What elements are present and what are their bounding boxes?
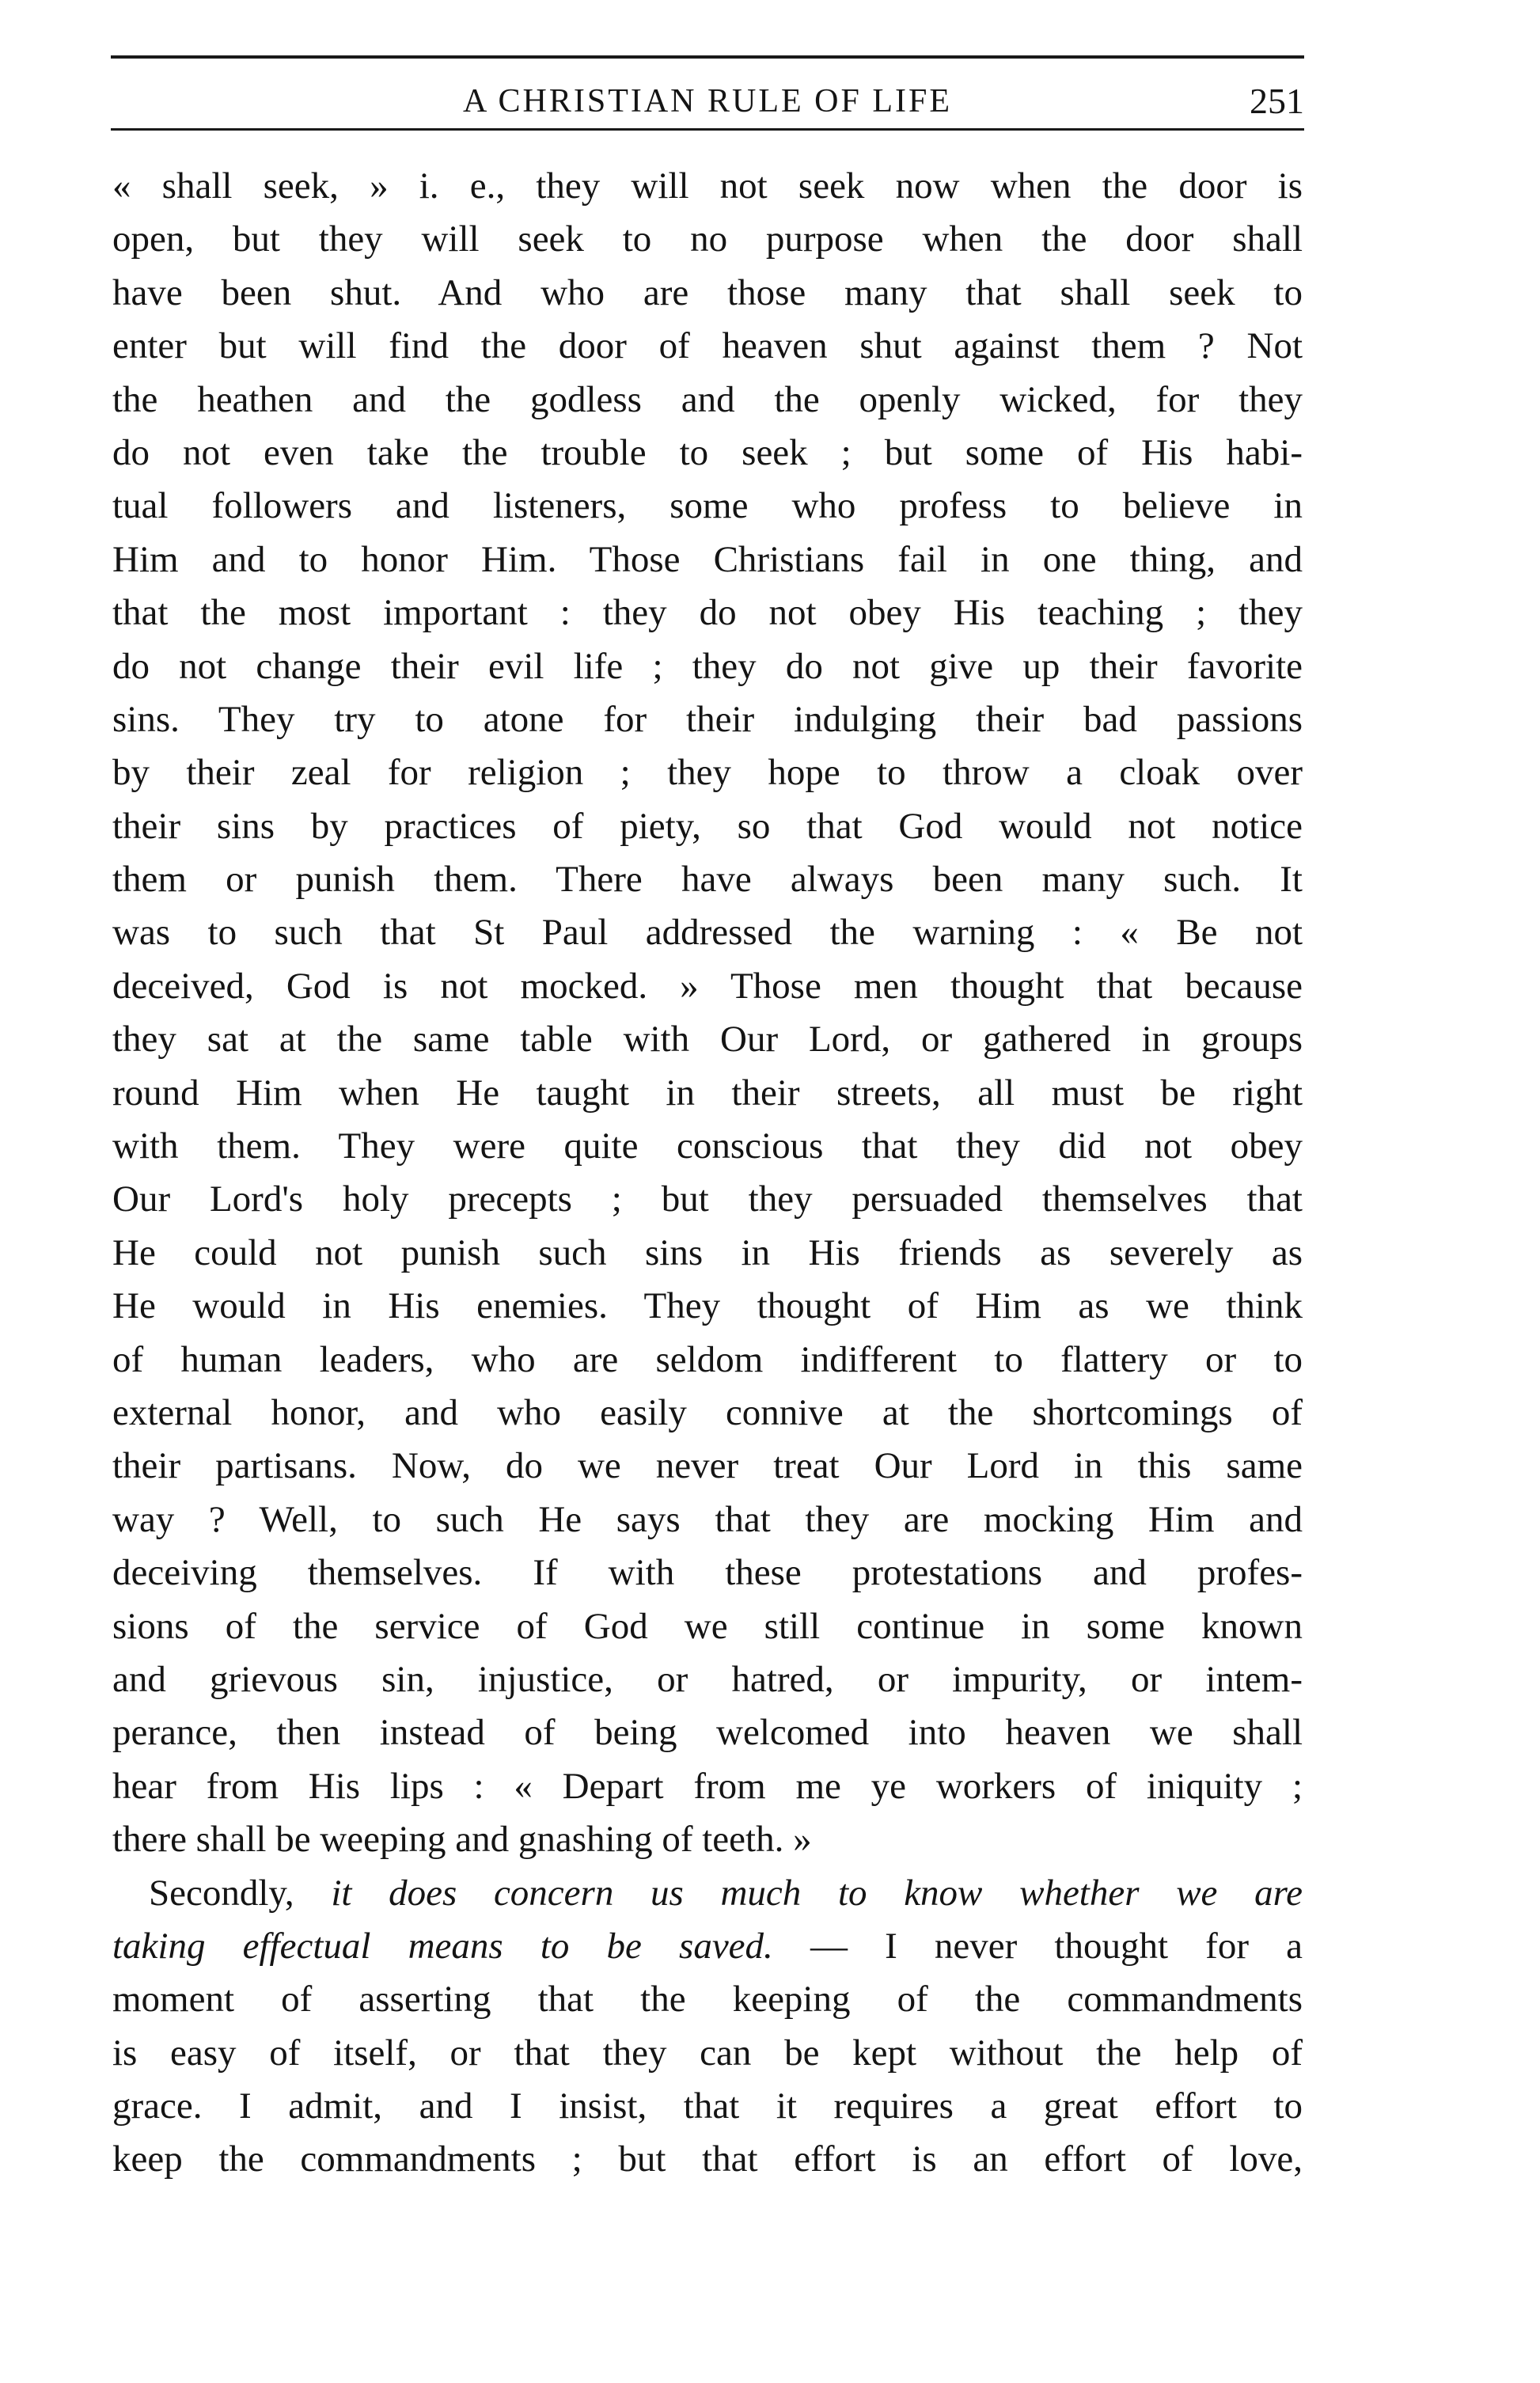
text-line: enter but will find the door of heaven shut against them ? Not bbox=[112, 325, 1303, 367]
text-line: deceived, God is not mocked. » Those men thought that because bbox=[112, 965, 1303, 1007]
text-line bbox=[112, 1867, 1303, 1920]
body-text bbox=[112, 160, 1303, 2187]
text-line: hear from His lips : « Depart from me ye workers of iniquity ; bbox=[112, 1765, 1303, 1807]
text-line: that the most important : they do not obey His teaching ; they bbox=[112, 592, 1303, 634]
text-line: way ? Well, to such He says that they are mocking Him and bbox=[112, 1498, 1303, 1540]
text-line: sions of the service of God we still continue in some known bbox=[112, 1605, 1303, 1647]
text-line: the heathen and the godless and the openly wicked, for they bbox=[112, 378, 1303, 420]
emphasis-text: taking effectual means to be saved. bbox=[112, 1925, 773, 1967]
header-rule-top bbox=[111, 55, 1304, 59]
text-line: moment of asserting that the keeping of the commandments bbox=[112, 1979, 1303, 2021]
text-line: do not even take the trouble to seek ; but some of His habi- bbox=[112, 431, 1303, 473]
text-line: external honor, and who easily connive at the shortcomings of bbox=[112, 1391, 1303, 1433]
text-line: their partisans. Now, do we never treat Our Lord in this same bbox=[112, 1445, 1303, 1487]
text-line: their sins by practices of piety, so that God would not notice bbox=[112, 805, 1303, 847]
running-header bbox=[111, 78, 1304, 125]
running-title: A CHRISTIAN RULE OF LIFE bbox=[462, 83, 953, 120]
text-line: tual followers and listeners, some who profess to believe in bbox=[112, 485, 1303, 527]
text-line: He could not punish such sins in His friends as severely as bbox=[112, 1231, 1303, 1273]
text-line: and grievous sin, injustice, or hatred, or impurity, or intem- bbox=[112, 1658, 1303, 1700]
text-run: — I never thought for a bbox=[772, 1925, 1303, 1967]
text-line bbox=[112, 1920, 1303, 1973]
text-line: by their zeal for religion ; they hope to throw a cloak over bbox=[112, 752, 1303, 794]
text-line: Our Lord's holy precepts ; but they persuaded themselves that bbox=[112, 1178, 1303, 1220]
header-rule-bottom bbox=[111, 128, 1304, 131]
text-line: have been shut. And who are those many that shall seek to bbox=[112, 271, 1303, 313]
text-line: perance, then instead of being welcomed into heaven we shall bbox=[112, 1712, 1303, 1754]
text-line: sins. They try to atone for their indulging their bad passions bbox=[112, 698, 1303, 740]
text-line: open, but they will seek to no purpose when the door shall bbox=[112, 218, 1303, 260]
text-line: was to such that St Paul addressed the warning : « Be not bbox=[112, 912, 1303, 954]
text-line: with them. They were quite conscious that they did not obey bbox=[112, 1125, 1303, 1167]
text-line: grace. I admit, and I insist, that it requires a great effort to bbox=[112, 2085, 1303, 2127]
text-line: « shall seek, » i. e., they will not seek now when the door is bbox=[112, 165, 1303, 207]
text-line: there shall be weeping and gnashing of teeth. » bbox=[112, 1819, 812, 1861]
paragraph-1 bbox=[112, 160, 1303, 1867]
text-line: round Him when He taught in their streets, all must be right bbox=[112, 1072, 1303, 1114]
text-line: He would in His enemies. They thought of Him as we think bbox=[112, 1285, 1303, 1327]
text-line: do not change their evil life ; they do not give up their favorite bbox=[112, 645, 1303, 687]
page-number: 251 bbox=[1250, 81, 1304, 121]
text-line: Him and to honor Him. Those Christians fail in one thing, and bbox=[112, 538, 1303, 580]
text-line: they sat at the same table with Our Lord, or gathered in groups bbox=[112, 1019, 1303, 1061]
text-line: of human leaders, who are seldom indifferent to flattery or to bbox=[112, 1338, 1303, 1380]
text-line: them or punish them. There have always been many such. It bbox=[112, 859, 1303, 901]
paragraph-2 bbox=[112, 1867, 1303, 2187]
emphasis-text: it does concern us much to know whether we are bbox=[331, 1872, 1303, 1914]
text-line: keep the commandments ; but that effort is an effort of love, bbox=[112, 2138, 1303, 2180]
text-line: is easy of itself, or that they can be kept without the help of bbox=[112, 2032, 1303, 2074]
text-line: deceiving themselves. If with these protestations and profes- bbox=[112, 1552, 1303, 1594]
paragraph-lead: Secondly, bbox=[149, 1872, 294, 1914]
